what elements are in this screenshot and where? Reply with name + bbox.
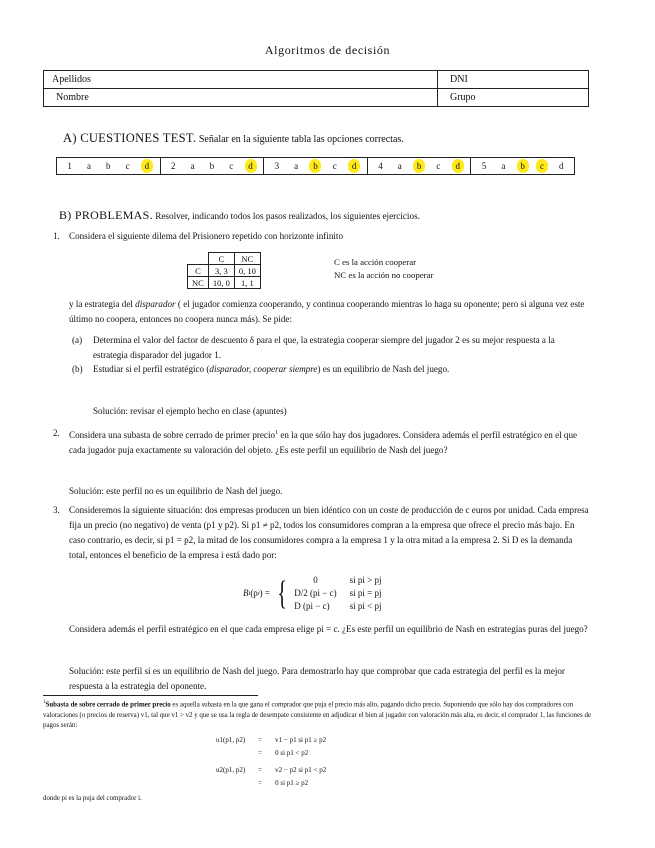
answer-option-d[interactable]: d — [559, 161, 564, 171]
dni-field[interactable]: DNI — [438, 71, 589, 89]
footnote-closing: donde pi es la puja del comprador i. — [43, 795, 142, 802]
problem-3-question: Considera además el perfil estratégico en el que cada empresa elige pi = c. ¿Es este perfil un equilibrio de Nash en estrategias puras del juego? — [69, 624, 588, 634]
matrix-col-header: C — [208, 253, 234, 265]
question-number: 1 — [67, 161, 72, 171]
grupo-field[interactable]: Grupo — [438, 89, 589, 107]
answer-option-a[interactable]: a — [501, 161, 506, 171]
answer-option-a[interactable]: a — [190, 161, 195, 171]
student-info-table — [43, 70, 589, 107]
matrix-cell: 10, 0 — [208, 277, 234, 289]
footnote-divider — [43, 695, 258, 696]
problem-2-number: 2. — [53, 428, 60, 438]
answer-option-c[interactable]: c — [229, 161, 234, 171]
nombre-field[interactable]: Nombre — [44, 89, 438, 107]
problem-1-solution: Solución: revisar el ejemplo hecho en clase (apuntes) — [93, 406, 287, 416]
answer-option-b[interactable]: b — [309, 159, 321, 173]
matrix-cell: 3, 3 — [208, 265, 234, 277]
footnote-text: $^1$Subasta de sobre cerrado de primer precio es aquella subasta en la que gana el comprador que puja el precio más alto, pagando dicho precio. Suponiendo que sólo hay dos compradores con valoraciones (o precios de reserva) v1, tal que v1 > v2 y que se usa la regla de desempate consistente en adjudicar el bien al jugador con valoración más alta, es decir, el comprador 1, las funciones de pagos serán: — [43, 700, 591, 730]
payoff-matrix — [187, 252, 261, 289]
matrix-col-header: NC — [234, 253, 260, 265]
matrix-row-header: C — [188, 265, 209, 277]
footnote-equation-1: u1(p1, p2) = v1 − p1 si p1 ≥ p2 = 0 si p1 < p2 — [216, 736, 327, 757]
section-b-heading: B) PROBLEMAS. Resolver, indicando todos los pasos realizados, los siguientes ejercicios. — [59, 208, 420, 222]
problem-3-solution: Solución: este perfil sí es un equilibrio de Nash del juego. Para demostrarlo hay que comprobar que cada estrategia del perfil es la mejor respuesta a la estrategia del oponente. — [69, 666, 565, 691]
matrix-legend: C es la acción cooperar NC es la acción no cooperar — [334, 257, 434, 280]
problem-1-intro: Considera el siguiente dilema del Prisionero repetido con horizonte infinito — [69, 231, 344, 241]
profit-formula: B i (p i ) = { 0 si pi > pj D/2 (pi − c) si pi = pj D (pi − c) si pi < pj — [243, 574, 382, 612]
question-number: 4 — [378, 161, 383, 171]
answer-option-c[interactable]: c — [536, 159, 548, 173]
answer-option-a[interactable]: a — [294, 161, 299, 171]
part-b-label: (b) — [72, 364, 83, 374]
answer-question-5 — [470, 158, 574, 174]
page-title: Algoritmos de decisión — [264, 43, 391, 57]
answer-option-b[interactable]: b — [209, 161, 215, 171]
answer-option-d[interactable]: d — [141, 159, 153, 173]
section-a-heading: A) CUESTIONES TEST. Señalar en la siguiente tabla las opciones correctas. — [63, 131, 404, 145]
answer-question-1 — [57, 158, 160, 174]
answer-option-c[interactable]: c — [436, 161, 441, 171]
part-a-label: (a) — [72, 335, 83, 345]
answer-option-c[interactable]: c — [332, 161, 337, 171]
answer-question-4 — [367, 158, 471, 174]
answer-option-c[interactable]: c — [125, 161, 130, 171]
answer-option-b[interactable]: b — [413, 159, 425, 173]
answer-option-a[interactable]: a — [86, 161, 91, 171]
answer-option-d[interactable]: d — [245, 159, 257, 173]
problem-1-part-b: Estudiar si el perfil estratégico (disparador, cooperar siempre) es un equilibrio de Nash del juego. — [93, 364, 450, 374]
answer-option-d[interactable]: d — [348, 159, 360, 173]
answer-option-b[interactable]: b — [106, 161, 111, 171]
footnote-equation-2: u2(p1, p2) = v2 − p2 si p1 < p2 = 0 si p1 ≥ p2 — [216, 766, 327, 787]
problem-2-solution: Solución: este perfil no es un equilibrio de Nash del juego. — [69, 486, 283, 496]
problem-1-number: 1. — [53, 231, 60, 241]
footnote-marker: 1 — [275, 430, 279, 436]
question-number: 2 — [171, 161, 176, 171]
answer-option-b[interactable]: b — [517, 159, 529, 173]
problem-2-text: Considera una subasta de sobre cerrado de primer precio$^1$ en la que sólo hay dos jugadores. Considera además el perfil estratégico en el que cada jugador puja exactamente su valoración del objeto. ¿Es este perfil un equilibrio de Nash del juego? — [69, 430, 578, 456]
answer-option-a[interactable]: a — [397, 161, 402, 171]
answer-grid — [56, 157, 575, 175]
matrix-cell: 1, 1 — [234, 277, 260, 289]
problem-1-part-a: Determina el valor del factor de descuento δ para el que, la estrategia cooperar siempre del jugador 2 es su mejor respuesta a la estrategia disparador del jugador 1. — [93, 335, 555, 360]
problem-3-number: 3. — [53, 505, 60, 515]
matrix-cell: 0, 10 — [234, 265, 260, 277]
answer-question-3 — [263, 158, 367, 174]
matrix-row-header: NC — [188, 277, 209, 289]
problem-1-strategy: y la estrategia del disparador ( el jugador comienza cooperando, y continua cooperando mientras lo haga su oponente; pero si alguna vez este último no coopera, entonces no coopera nunca más). Se pide: — [69, 299, 585, 324]
problem-3-text: Consideremos la siguiente situación: dos empresas producen un bien idéntico con un coste de producción de c euros por unidad. Cada empresa fija un precio (no negativo) de venta (p1 y p2). Si p1 ≠ p2, todos los consumidores compran a la empresa que ofrece el precio más bajo. En caso contrario, es decir, si p1 = p2, la mitad de los consumidores compra a la empresa 1 y la otra mitad a la empresa 2. Si D es la demanda total, entonces el beneficio de la empresa i está dado por: — [69, 505, 589, 560]
question-number: 3 — [274, 161, 280, 171]
answer-question-2 — [160, 158, 264, 174]
question-number: 5 — [481, 161, 487, 171]
apellidos-field[interactable]: Apellidos — [44, 71, 438, 89]
answer-option-d[interactable]: d — [452, 159, 464, 173]
